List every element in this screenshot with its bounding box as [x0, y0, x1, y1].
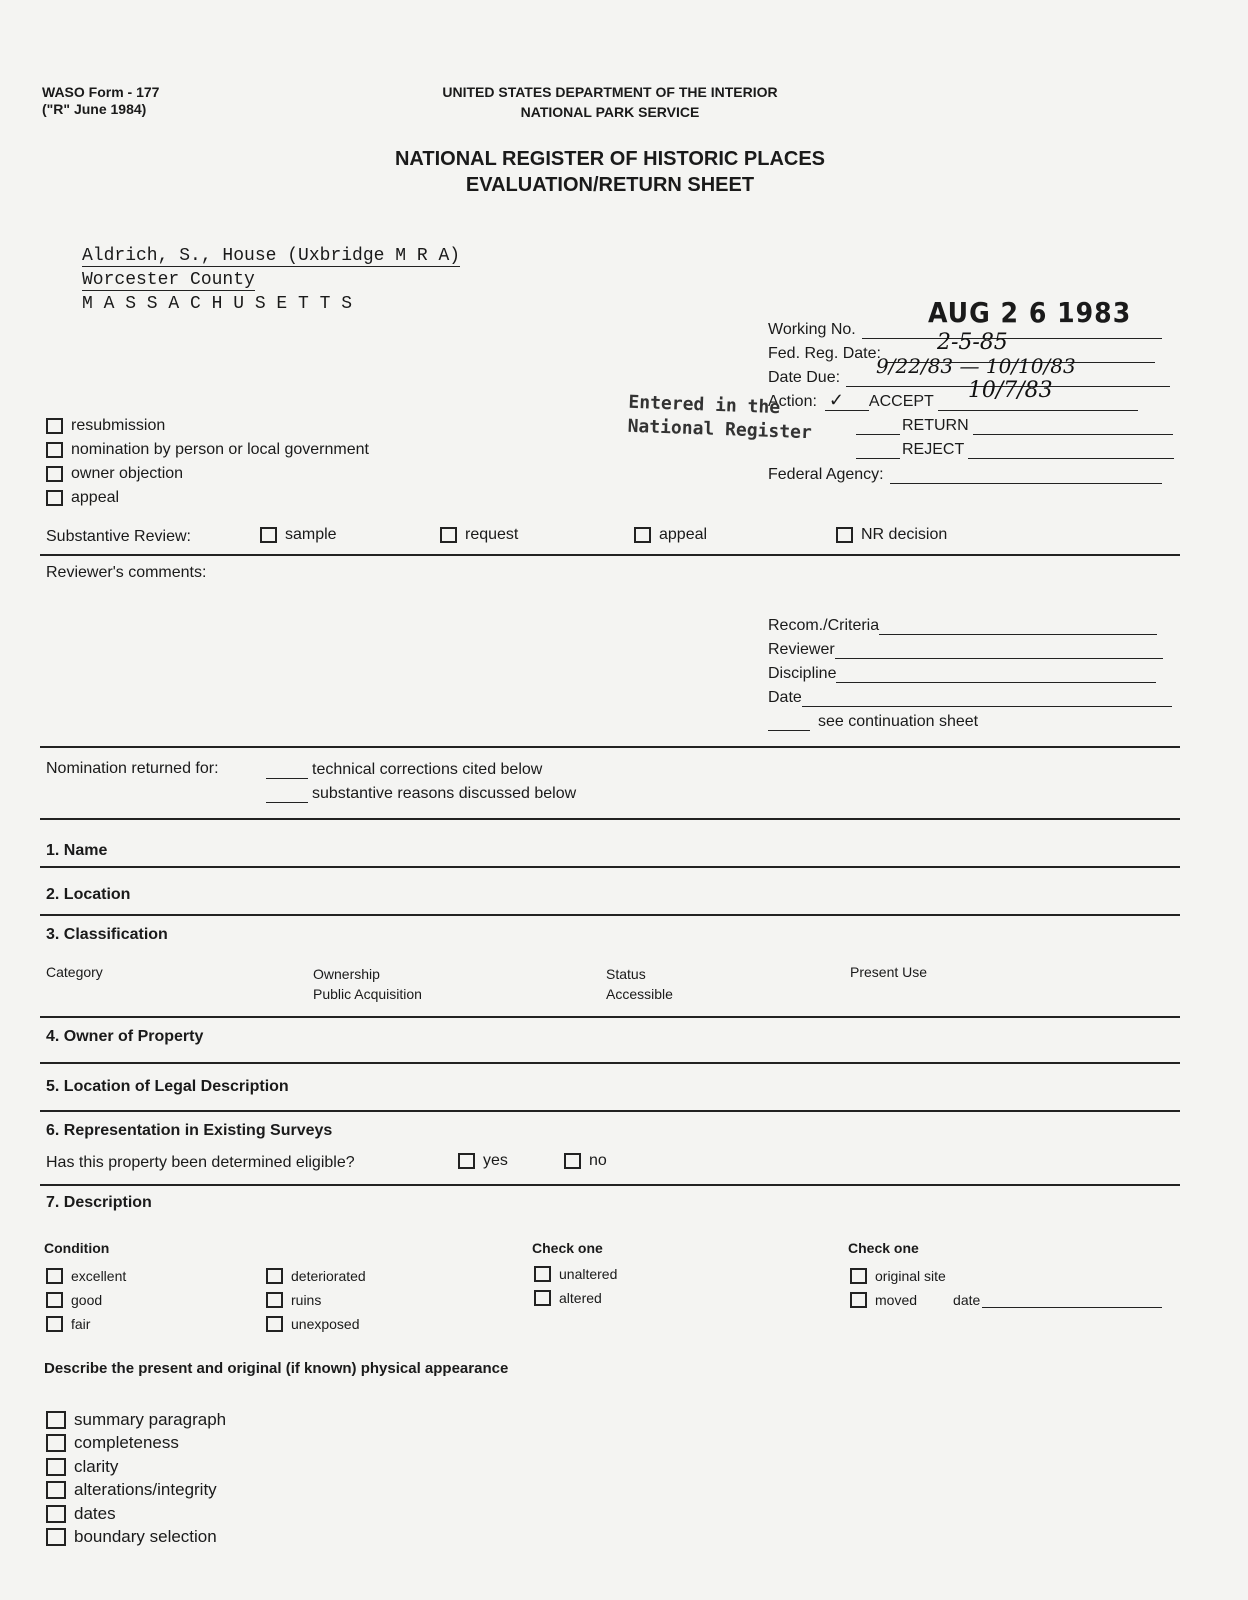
review-option-request[interactable]	[440, 526, 518, 544]
entered-line-2: National Register	[627, 415, 813, 444]
condition-option[interactable]	[266, 1264, 366, 1288]
submission-option[interactable]	[46, 486, 369, 510]
class-public-acquisition: Public Acquisition	[313, 986, 422, 1002]
site-option-label: moved	[875, 1292, 918, 1308]
continuation-label: see continuation sheet	[818, 712, 979, 730]
condition-option[interactable]	[46, 1264, 126, 1288]
returned-substantive-check[interactable]	[266, 784, 308, 803]
check-one-label-1: Check one	[532, 1240, 603, 1256]
checklist-item-label: summary paragraph	[74, 1409, 227, 1429]
condition-option-label: fair	[71, 1316, 91, 1332]
site-option[interactable]	[850, 1264, 1162, 1288]
review-option-label: NR decision	[861, 526, 948, 543]
class-present-use: Present Use	[850, 964, 928, 980]
class-category: Category	[46, 964, 103, 980]
checkbox[interactable]	[46, 1434, 66, 1452]
checkbox[interactable]	[46, 490, 63, 506]
checkbox[interactable]	[850, 1268, 867, 1284]
entered-register-stamp	[627, 391, 813, 445]
divider	[40, 914, 1180, 916]
form-id: WASO Form - 177	[42, 84, 160, 100]
describe-label: Describe the present and original (if known) physical appearance	[44, 1360, 509, 1377]
condition-option-label: ruins	[291, 1292, 322, 1308]
checklist-item[interactable]	[46, 1479, 226, 1503]
accept-date-value: 10/7/83	[967, 378, 1053, 403]
description-checklist	[46, 1408, 226, 1549]
checkbox[interactable]	[850, 1292, 867, 1308]
received-date-stamp: AUG 2 6 1983	[928, 296, 1132, 329]
divider	[40, 1062, 1180, 1064]
class-status-block	[606, 964, 673, 1004]
condition-col-2	[266, 1264, 366, 1336]
recom-criteria-field[interactable]	[879, 616, 1157, 635]
checkbox[interactable]	[46, 1528, 66, 1546]
return-check-line[interactable]	[856, 416, 900, 435]
check-mark-icon: ✓	[828, 390, 845, 410]
service-name: NATIONAL PARK SERVICE	[520, 104, 700, 120]
department-name: UNITED STATES DEPARTMENT OF THE INTERIOR	[442, 84, 778, 100]
checkbox[interactable]	[46, 418, 63, 434]
condition-option-label: good	[71, 1292, 103, 1308]
accept-date-field[interactable]	[938, 378, 1138, 411]
reviewer-comments-label: Reviewer's comments:	[46, 564, 207, 581]
checkbox[interactable]	[46, 1292, 63, 1308]
form-subtitle: EVALUATION/RETURN SHEET	[465, 174, 755, 196]
section-description: 7. Description	[46, 1194, 152, 1211]
condition-option[interactable]	[46, 1288, 126, 1312]
condition-option-label: unexposed	[291, 1316, 360, 1332]
class-accessible: Accessible	[606, 986, 673, 1002]
submission-option[interactable]	[46, 414, 369, 438]
checklist-item-label: clarity	[74, 1456, 119, 1476]
reject-check-line[interactable]	[856, 440, 900, 459]
review-option-label: request	[465, 526, 519, 543]
eligible-yes-label: yes	[483, 1152, 508, 1169]
returned-substantive-row	[266, 784, 576, 803]
submission-option[interactable]	[46, 438, 369, 462]
returned-technical-label: technical corrections cited below	[312, 760, 543, 778]
checklist-item[interactable]	[46, 1526, 226, 1550]
reject-date-field[interactable]	[968, 440, 1174, 459]
checkbox[interactable]	[458, 1153, 475, 1169]
checkbox[interactable]	[46, 1458, 66, 1476]
checkbox[interactable]	[46, 1316, 63, 1332]
federal-agency-row	[768, 465, 1162, 484]
site-options	[850, 1264, 1162, 1312]
alteration-option-label: altered	[559, 1290, 602, 1306]
checkbox[interactable]	[46, 442, 63, 458]
accept-check-line[interactable]	[825, 392, 869, 411]
reviewer-row	[768, 640, 1163, 659]
checklist-item-label: dates	[74, 1503, 116, 1523]
checkbox[interactable]	[266, 1316, 283, 1332]
reject-row	[856, 440, 1174, 459]
condition-option[interactable]	[46, 1312, 126, 1336]
checkbox[interactable]	[260, 527, 277, 543]
form-title: NATIONAL REGISTER OF HISTORIC PLACES	[394, 148, 826, 170]
federal-agency-label: Federal Agency:	[768, 465, 884, 483]
checklist-item-label: completeness	[74, 1433, 179, 1453]
review-option-sample[interactable]	[260, 526, 337, 544]
divider	[40, 1016, 1180, 1018]
checkbox[interactable]	[266, 1268, 283, 1284]
divider	[40, 866, 1180, 868]
moved-date-field[interactable]	[982, 1293, 1162, 1308]
site-option-label: original site	[875, 1268, 946, 1284]
section-name: 1. Name	[46, 842, 108, 859]
checkbox[interactable]	[46, 1505, 66, 1523]
reviewer-label: Reviewer	[768, 640, 835, 658]
alteration-options	[534, 1262, 617, 1310]
checklist-item[interactable]	[46, 1408, 226, 1432]
returned-technical-check[interactable]	[266, 760, 308, 779]
fed-reg-label: Fed. Reg. Date:	[768, 344, 881, 362]
checkbox[interactable]	[46, 1268, 63, 1284]
fed-reg-value: 2-5-85	[936, 330, 1008, 355]
property-block	[82, 244, 460, 316]
section-classification: 3. Classification	[46, 926, 168, 943]
condition-col-1	[46, 1264, 126, 1336]
review-option-nr-decision[interactable]	[836, 526, 947, 544]
section-location: 2. Location	[46, 886, 131, 903]
site-option[interactable]	[850, 1288, 1162, 1312]
continuation-check-line[interactable]	[768, 712, 810, 731]
eligible-yes[interactable]	[458, 1152, 508, 1170]
return-label: RETURN	[902, 416, 969, 434]
eligible-question: Has this property been determined eligible?	[46, 1154, 355, 1171]
property-name: Aldrich, S., House (Uxbridge M R A)	[82, 246, 461, 266]
condition-option[interactable]	[266, 1312, 366, 1336]
submission-option-label: owner objection	[71, 465, 184, 482]
return-date-field[interactable]	[973, 416, 1173, 435]
discipline-field[interactable]	[836, 664, 1156, 683]
checklist-item[interactable]	[46, 1432, 226, 1456]
review-option-label: appeal	[659, 526, 708, 543]
alteration-option[interactable]	[534, 1262, 617, 1286]
checkbox[interactable]	[440, 527, 457, 543]
checkbox[interactable]	[564, 1153, 581, 1169]
submission-option-label: appeal	[71, 489, 120, 506]
property-county: Worcester County	[82, 270, 255, 290]
date-due-value: 9/22/83 — 10/10/83	[876, 354, 1076, 378]
federal-agency-field[interactable]	[890, 465, 1162, 484]
discipline-row	[768, 664, 1156, 683]
form-revision: ("R" June 1984)	[42, 101, 147, 117]
class-status: Status	[606, 966, 646, 982]
divider	[40, 746, 1180, 748]
review-date-label: Date	[768, 688, 802, 706]
return-row	[856, 416, 1173, 435]
checklist-item[interactable]	[46, 1502, 226, 1526]
recom-criteria-label: Recom./Criteria	[768, 616, 880, 634]
review-option-label: sample	[285, 526, 337, 543]
reject-label: REJECT	[902, 440, 965, 458]
form-title-block	[300, 146, 920, 198]
checklist-item-label: boundary selection	[74, 1527, 217, 1547]
divider	[40, 818, 1180, 820]
action-label: Action:	[768, 392, 817, 410]
section-owner: 4. Owner of Property	[46, 1028, 204, 1045]
moved-date-label: date	[953, 1292, 981, 1308]
working-no-label: Working No.	[768, 320, 856, 338]
submission-type-list	[46, 414, 369, 510]
class-ownership: Ownership	[313, 966, 380, 982]
check-one-label-2: Check one	[848, 1240, 919, 1256]
eligible-no-label: no	[589, 1152, 607, 1169]
class-ownership-block	[313, 964, 422, 1004]
alteration-option[interactable]	[534, 1286, 617, 1310]
recom-criteria-row	[768, 616, 1157, 635]
checkbox[interactable]	[46, 1411, 66, 1429]
checkbox[interactable]	[534, 1266, 551, 1282]
submission-option-label: resubmission	[71, 417, 166, 434]
submission-option[interactable]	[46, 462, 369, 486]
checkbox[interactable]	[46, 1481, 66, 1499]
agency-block	[300, 82, 920, 122]
checkbox[interactable]	[534, 1290, 551, 1306]
condition-option-label: excellent	[71, 1268, 127, 1284]
review-date-row	[768, 688, 1172, 707]
condition-label: Condition	[44, 1240, 110, 1256]
review-date-field[interactable]	[802, 688, 1172, 707]
entered-line-1: Entered in the	[628, 391, 781, 419]
action-row	[768, 378, 1138, 411]
reviewer-field[interactable]	[835, 640, 1163, 659]
checkbox[interactable]	[46, 466, 63, 482]
divider	[40, 1184, 1180, 1186]
checklist-item[interactable]	[46, 1455, 226, 1479]
accept-label: ACCEPT	[868, 392, 934, 410]
review-option-appeal[interactable]	[634, 526, 707, 544]
divider	[40, 554, 1180, 556]
condition-option-label: deteriorated	[291, 1268, 366, 1284]
submission-option-label: nomination by person or local government	[71, 441, 369, 458]
working-no-field[interactable]	[862, 320, 1162, 339]
divider	[40, 1110, 1180, 1112]
returned-for-label: Nomination returned for:	[46, 760, 219, 777]
eligible-no[interactable]	[564, 1152, 607, 1170]
alteration-option-label: unaltered	[559, 1266, 618, 1282]
checkbox[interactable]	[836, 527, 853, 543]
section-legal-description: 5. Location of Legal Description	[46, 1078, 289, 1095]
returned-technical-row	[266, 760, 542, 779]
form-id-block	[42, 84, 159, 118]
date-due-label: Date Due:	[768, 368, 841, 386]
property-state: M A S S A C H U S E T T S	[82, 294, 353, 314]
discipline-label: Discipline	[768, 664, 837, 682]
checklist-item-label: alterations/integrity	[74, 1480, 217, 1500]
continuation-row	[768, 712, 978, 731]
checkbox[interactable]	[266, 1292, 283, 1308]
section-surveys: 6. Representation in Existing Surveys	[46, 1122, 333, 1139]
substantive-review-label: Substantive Review:	[46, 528, 191, 545]
checkbox[interactable]	[634, 527, 651, 543]
condition-option[interactable]	[266, 1288, 366, 1312]
returned-substantive-label: substantive reasons discussed below	[312, 784, 577, 802]
